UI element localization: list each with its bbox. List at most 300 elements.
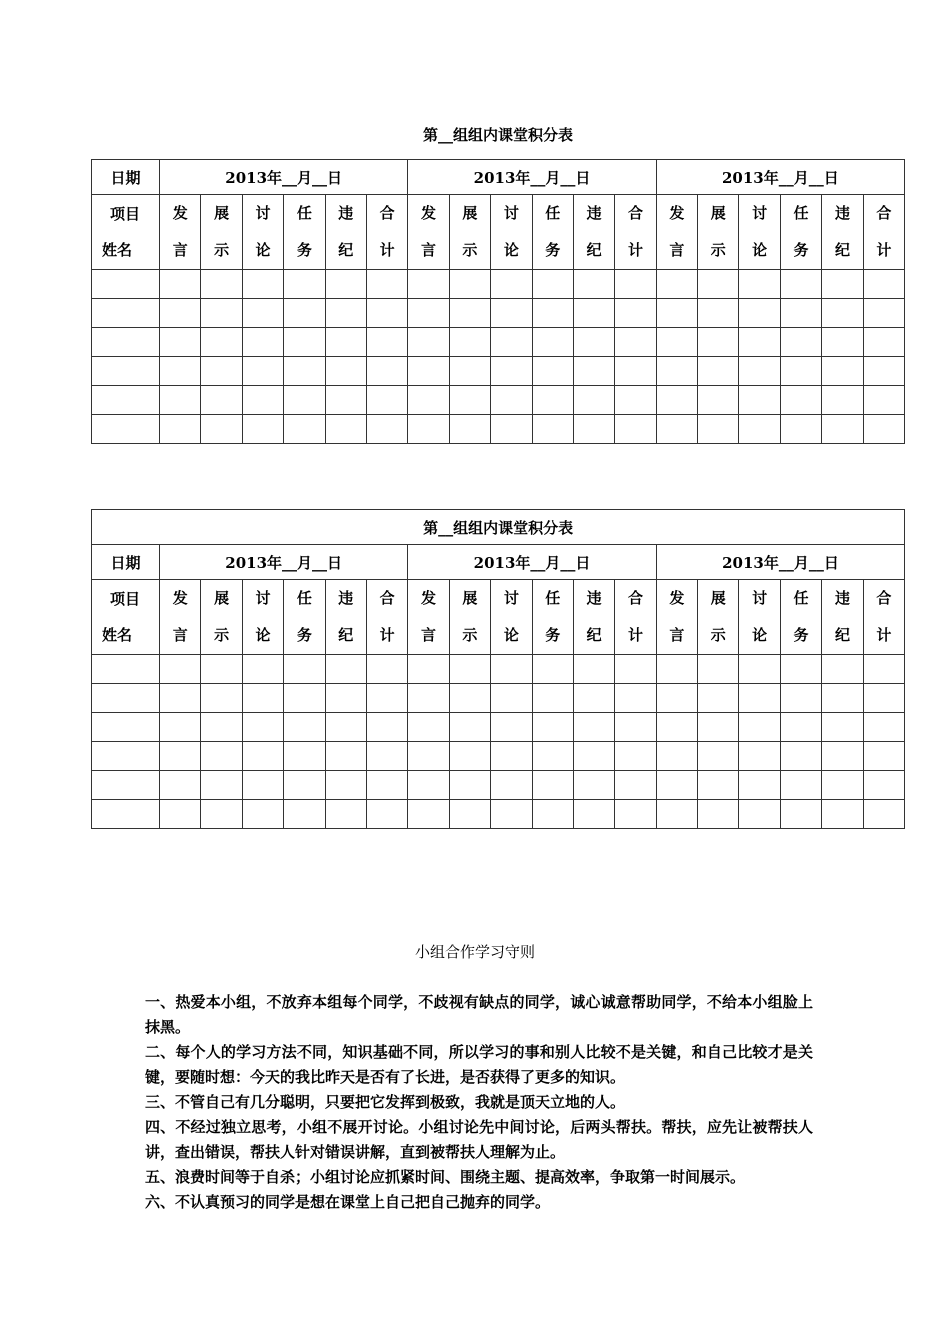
- score-cell[interactable]: [822, 270, 863, 299]
- score-cell[interactable]: [284, 270, 325, 299]
- score-cell[interactable]: [698, 357, 739, 386]
- score-cell[interactable]: [532, 655, 573, 684]
- column-header-char: 言: [421, 241, 437, 259]
- name-cell[interactable]: [92, 713, 160, 742]
- score-cell[interactable]: [656, 655, 697, 684]
- column-header-char: 展: [462, 204, 478, 222]
- score-cell[interactable]: [822, 713, 863, 742]
- table-row: [92, 713, 905, 742]
- column-header-char: 示: [462, 241, 478, 259]
- table-row: [92, 742, 905, 771]
- score-cell[interactable]: [656, 771, 697, 800]
- column-header-char: 务: [545, 241, 561, 259]
- score-cell[interactable]: [780, 742, 821, 771]
- score-cell[interactable]: [863, 328, 904, 357]
- score-cell[interactable]: [698, 742, 739, 771]
- column-header: [739, 195, 780, 270]
- score-cell[interactable]: [863, 800, 905, 829]
- score-cell[interactable]: [739, 270, 780, 299]
- score-cell[interactable]: [698, 386, 739, 415]
- score-cell[interactable]: [615, 299, 656, 328]
- score-cell[interactable]: [160, 742, 201, 771]
- score-cell[interactable]: [284, 684, 325, 713]
- column-header-char: 合: [876, 204, 892, 222]
- score-cell[interactable]: [366, 684, 407, 713]
- column-header-char: 讨: [255, 204, 271, 222]
- score-cell[interactable]: [822, 299, 863, 328]
- column-header-char: 务: [793, 626, 809, 644]
- score-cell[interactable]: [656, 357, 697, 386]
- score-cell[interactable]: [698, 800, 739, 829]
- score-cell[interactable]: [366, 299, 407, 328]
- score-cell[interactable]: [822, 386, 863, 415]
- score-cell[interactable]: [449, 415, 490, 444]
- score-cell[interactable]: [491, 299, 532, 328]
- score-cell[interactable]: [615, 357, 656, 386]
- score-cell[interactable]: [284, 713, 325, 742]
- name-cell[interactable]: [92, 386, 160, 415]
- column-header: [863, 195, 904, 270]
- date-header: 2013年__月__日: [408, 160, 656, 195]
- score-cell[interactable]: [408, 684, 449, 713]
- score-cell[interactable]: [822, 800, 863, 829]
- score-cell[interactable]: [325, 713, 366, 742]
- score-cell[interactable]: [160, 800, 201, 829]
- column-header: [201, 195, 242, 270]
- column-header: [573, 195, 614, 270]
- column-header: [615, 195, 656, 270]
- score-cell[interactable]: [449, 684, 490, 713]
- score-cell[interactable]: [160, 328, 201, 357]
- score-cell[interactable]: [160, 357, 201, 386]
- score-cell[interactable]: [573, 800, 614, 829]
- score-cell[interactable]: [739, 328, 780, 357]
- score-cell[interactable]: [863, 655, 905, 684]
- name-cell[interactable]: [92, 655, 160, 684]
- column-header: [449, 580, 490, 655]
- column-header: [822, 195, 863, 270]
- table-row: [92, 357, 905, 386]
- score-cell[interactable]: [160, 771, 201, 800]
- score-cell[interactable]: [656, 270, 697, 299]
- score-cell[interactable]: [822, 655, 863, 684]
- score-cell[interactable]: [201, 742, 242, 771]
- score-cell[interactable]: [739, 684, 780, 713]
- column-header-char: 计: [876, 241, 892, 259]
- score-cell[interactable]: [822, 357, 863, 386]
- column-header-char: 计: [379, 241, 395, 259]
- column-header-char: 任: [793, 204, 809, 222]
- score-cell[interactable]: [160, 270, 201, 299]
- score-cell[interactable]: [739, 771, 780, 800]
- rule-item: 六、不认真预习的同学是想在课堂上自己把自己抛弃的同学。: [145, 1193, 551, 1211]
- score-cell[interactable]: [201, 357, 242, 386]
- score-cell[interactable]: [780, 299, 821, 328]
- score-cell[interactable]: [656, 386, 697, 415]
- column-header-char: 示: [214, 241, 230, 259]
- score-cell[interactable]: [698, 713, 739, 742]
- score-cell[interactable]: [201, 328, 242, 357]
- score-cell[interactable]: [325, 655, 366, 684]
- score-cell[interactable]: [408, 742, 449, 771]
- name-cell[interactable]: [92, 742, 160, 771]
- score-cell[interactable]: [491, 684, 532, 713]
- score-cell[interactable]: [284, 771, 325, 800]
- score-cell[interactable]: [449, 655, 490, 684]
- score-cell[interactable]: [698, 415, 739, 444]
- score-cell[interactable]: [780, 357, 821, 386]
- score-cell[interactable]: [366, 357, 407, 386]
- score-cell[interactable]: [449, 386, 490, 415]
- score-cell[interactable]: [698, 270, 739, 299]
- score-cell[interactable]: [201, 270, 242, 299]
- column-header: [656, 195, 697, 270]
- name-cell[interactable]: [92, 684, 160, 713]
- column-header: [656, 580, 697, 655]
- score-cell[interactable]: [780, 771, 821, 800]
- score-cell[interactable]: [201, 800, 242, 829]
- score-cell[interactable]: [573, 299, 614, 328]
- score-cell[interactable]: [822, 742, 863, 771]
- score-cell[interactable]: [780, 655, 821, 684]
- score-cell[interactable]: [242, 357, 283, 386]
- column-header-char: 纪: [586, 241, 602, 259]
- column-header-char: 发: [421, 589, 437, 607]
- column-header-char: 讨: [752, 589, 768, 607]
- score-cell[interactable]: [325, 771, 366, 800]
- score-cell[interactable]: [449, 800, 490, 829]
- score-cell[interactable]: [739, 800, 780, 829]
- score-cell[interactable]: [242, 328, 283, 357]
- column-header-char: 论: [503, 626, 519, 644]
- score-cell[interactable]: [242, 655, 283, 684]
- corner-bottom-label: 姓名: [102, 241, 133, 259]
- score-cell[interactable]: [408, 328, 449, 357]
- score-cell[interactable]: [698, 771, 739, 800]
- score-cell[interactable]: [780, 684, 821, 713]
- score-cell[interactable]: [573, 328, 614, 357]
- name-cell[interactable]: [92, 771, 160, 800]
- column-header-char: 计: [627, 241, 643, 259]
- score-cell[interactable]: [698, 684, 739, 713]
- score-cell[interactable]: [366, 386, 407, 415]
- score-cell[interactable]: [491, 328, 532, 357]
- score-cell[interactable]: [532, 386, 573, 415]
- score-cell[interactable]: [366, 328, 407, 357]
- score-cell[interactable]: [408, 800, 449, 829]
- name-cell[interactable]: [92, 800, 160, 829]
- column-header: [449, 195, 490, 270]
- corner-header: [92, 580, 160, 655]
- name-cell[interactable]: [92, 270, 160, 299]
- score-cell[interactable]: [491, 742, 532, 771]
- score-cell[interactable]: [284, 742, 325, 771]
- column-header-char: 违: [338, 589, 354, 607]
- score-cell[interactable]: [284, 357, 325, 386]
- score-cell[interactable]: [366, 742, 407, 771]
- score-cell[interactable]: [532, 270, 573, 299]
- column-header-char: 纪: [338, 626, 354, 644]
- score-cell[interactable]: [615, 684, 656, 713]
- score-cell[interactable]: [780, 415, 821, 444]
- column-header-char: 讨: [752, 204, 768, 222]
- score-cell[interactable]: [532, 415, 573, 444]
- score-cell[interactable]: [449, 357, 490, 386]
- column-header: [284, 195, 325, 270]
- score-cell[interactable]: [573, 742, 614, 771]
- column-header-char: 讨: [503, 589, 519, 607]
- score-cell[interactable]: [698, 655, 739, 684]
- score-cell[interactable]: [863, 270, 904, 299]
- score-cell[interactable]: [325, 800, 366, 829]
- score-cell[interactable]: [160, 684, 201, 713]
- column-header: [698, 580, 739, 655]
- score-cell[interactable]: [656, 684, 697, 713]
- score-cell[interactable]: [325, 742, 366, 771]
- score-cell[interactable]: [739, 742, 780, 771]
- score-cell[interactable]: [656, 713, 697, 742]
- column-header-char: 言: [669, 626, 685, 644]
- table-row: [92, 800, 905, 829]
- score-cell[interactable]: [698, 328, 739, 357]
- score-cell[interactable]: [491, 270, 532, 299]
- score-cell[interactable]: [615, 655, 656, 684]
- corner-bottom-label: 姓名: [102, 626, 133, 644]
- score-cell[interactable]: [822, 415, 863, 444]
- score-cell[interactable]: [739, 713, 780, 742]
- column-header: [284, 580, 325, 655]
- score-cell[interactable]: [822, 771, 863, 800]
- score-cell[interactable]: [160, 299, 201, 328]
- score-cell[interactable]: [532, 713, 573, 742]
- score-cell[interactable]: [201, 415, 242, 444]
- score-cell[interactable]: [573, 713, 614, 742]
- score-cell[interactable]: [656, 800, 697, 829]
- score-cell[interactable]: [284, 800, 325, 829]
- column-header: [160, 580, 201, 655]
- score-cell[interactable]: [656, 415, 697, 444]
- score-cell[interactable]: [863, 357, 904, 386]
- score-cell[interactable]: [325, 270, 366, 299]
- column-header: [822, 580, 863, 655]
- name-cell[interactable]: [92, 299, 160, 328]
- score-cell[interactable]: [491, 655, 532, 684]
- score-cell[interactable]: [325, 328, 366, 357]
- score-cell[interactable]: [201, 299, 242, 328]
- score-cell[interactable]: [615, 713, 656, 742]
- score-cell[interactable]: [780, 713, 821, 742]
- score-cell[interactable]: [201, 386, 242, 415]
- score-cell[interactable]: [739, 655, 780, 684]
- score-cell[interactable]: [532, 771, 573, 800]
- column-header-char: 示: [214, 626, 230, 644]
- column-header-char: 展: [710, 204, 726, 222]
- column-header: [573, 580, 614, 655]
- column-header-char: 言: [172, 241, 188, 259]
- score-cell[interactable]: [284, 386, 325, 415]
- name-cell[interactable]: [92, 357, 160, 386]
- score-cell[interactable]: [408, 655, 449, 684]
- score-cell[interactable]: [284, 299, 325, 328]
- score-cell[interactable]: [284, 328, 325, 357]
- score-cell[interactable]: [780, 328, 821, 357]
- name-cell[interactable]: [92, 415, 160, 444]
- score-cell[interactable]: [242, 742, 283, 771]
- score-cell[interactable]: [532, 299, 573, 328]
- score-cell[interactable]: [366, 713, 407, 742]
- score-cell[interactable]: [863, 771, 905, 800]
- score-cell[interactable]: [698, 299, 739, 328]
- score-cell[interactable]: [491, 415, 532, 444]
- score-cell[interactable]: [449, 328, 490, 357]
- score-cell[interactable]: [615, 328, 656, 357]
- score-cell[interactable]: [615, 742, 656, 771]
- column-header-char: 论: [255, 241, 271, 259]
- column-header-char: 言: [421, 626, 437, 644]
- score-cell[interactable]: [739, 357, 780, 386]
- corner-header: [92, 195, 160, 270]
- score-cell[interactable]: [573, 270, 614, 299]
- score-cell[interactable]: [160, 386, 201, 415]
- table-row: [92, 771, 905, 800]
- column-header: [408, 195, 449, 270]
- score-cell[interactable]: [449, 299, 490, 328]
- column-header: [201, 580, 242, 655]
- column-header-char: 示: [710, 626, 726, 644]
- score-cell[interactable]: [325, 357, 366, 386]
- corner-top-label: 项目: [110, 205, 141, 223]
- score-cell[interactable]: [449, 270, 490, 299]
- score-cell[interactable]: [242, 270, 283, 299]
- score-cell[interactable]: [615, 415, 656, 444]
- score-cell[interactable]: [284, 415, 325, 444]
- score-cell[interactable]: [408, 357, 449, 386]
- score-cell[interactable]: [325, 415, 366, 444]
- score-cell[interactable]: [573, 357, 614, 386]
- score-cell[interactable]: [449, 713, 490, 742]
- score-cell[interactable]: [242, 415, 283, 444]
- column-header: [863, 580, 905, 655]
- score-cell[interactable]: [408, 386, 449, 415]
- score-cell[interactable]: [780, 386, 821, 415]
- score-cell[interactable]: [242, 386, 283, 415]
- score-cell[interactable]: [863, 386, 904, 415]
- score-cell[interactable]: [491, 386, 532, 415]
- score-cell[interactable]: [201, 684, 242, 713]
- score-cell[interactable]: [325, 299, 366, 328]
- score-cell[interactable]: [201, 771, 242, 800]
- score-cell[interactable]: [532, 684, 573, 713]
- score-cell[interactable]: [615, 270, 656, 299]
- score-cell[interactable]: [573, 771, 614, 800]
- score-cell[interactable]: [573, 655, 614, 684]
- score-cell[interactable]: [863, 684, 905, 713]
- score-cell[interactable]: [615, 386, 656, 415]
- rules-title: 小组合作学习守则: [414, 943, 535, 961]
- score-cell[interactable]: [242, 800, 283, 829]
- column-header-char: 纪: [338, 241, 354, 259]
- column-header: [325, 580, 366, 655]
- score-cell[interactable]: [408, 270, 449, 299]
- column-header: [780, 195, 821, 270]
- score-cell[interactable]: [491, 357, 532, 386]
- score-cell[interactable]: [532, 800, 573, 829]
- score-cell[interactable]: [242, 713, 283, 742]
- score-cell[interactable]: [780, 800, 821, 829]
- score-cell[interactable]: [491, 771, 532, 800]
- score-cell[interactable]: [160, 713, 201, 742]
- table1-title: 第__组组内课堂积分表: [422, 126, 573, 144]
- score-cell[interactable]: [366, 800, 407, 829]
- score-cell[interactable]: [532, 742, 573, 771]
- score-cell[interactable]: [408, 415, 449, 444]
- score-cell[interactable]: [863, 299, 904, 328]
- score-cell[interactable]: [863, 713, 905, 742]
- score-cell[interactable]: [491, 713, 532, 742]
- column-header-char: 合: [627, 204, 643, 222]
- score-cell[interactable]: [366, 771, 407, 800]
- name-cell[interactable]: [92, 328, 160, 357]
- score-cell[interactable]: [780, 270, 821, 299]
- score-cell[interactable]: [615, 771, 656, 800]
- score-cell[interactable]: [532, 328, 573, 357]
- score-cell[interactable]: [408, 771, 449, 800]
- score-cell[interactable]: [615, 800, 656, 829]
- score-cell[interactable]: [408, 713, 449, 742]
- rule-item: 二、每个人的学习方法不同，知识基础不同，所以学习的事和别人比较不是关键，和自己比较才是关键，要随时想：今天的我比昨天是否有了长进，是否获得了更多的知识。: [145, 1043, 813, 1086]
- score-cell[interactable]: [573, 684, 614, 713]
- score-cell[interactable]: [366, 415, 407, 444]
- column-header-char: 计: [627, 626, 643, 644]
- score-cell[interactable]: [573, 415, 614, 444]
- score-cell[interactable]: [201, 655, 242, 684]
- score-cell[interactable]: [325, 684, 366, 713]
- score-cell[interactable]: [739, 299, 780, 328]
- column-header-char: 任: [296, 589, 312, 607]
- score-cell[interactable]: [656, 742, 697, 771]
- score-cell[interactable]: [242, 684, 283, 713]
- column-header-char: 发: [172, 589, 188, 607]
- score-cell[interactable]: [366, 655, 407, 684]
- date-header: 2013年__月__日: [656, 160, 904, 195]
- score-cell[interactable]: [160, 415, 201, 444]
- table-title-cell: 第__组组内课堂积分表: [92, 510, 905, 545]
- score-cell[interactable]: [739, 386, 780, 415]
- score-cell[interactable]: [822, 328, 863, 357]
- column-header-char: 合: [876, 589, 892, 607]
- score-cell[interactable]: [449, 742, 490, 771]
- score-cell[interactable]: [160, 655, 201, 684]
- score-cell[interactable]: [573, 386, 614, 415]
- score-cell[interactable]: [491, 800, 532, 829]
- score-cell[interactable]: [408, 299, 449, 328]
- score-cell[interactable]: [739, 415, 780, 444]
- score-cell[interactable]: [242, 299, 283, 328]
- score-cell[interactable]: [656, 299, 697, 328]
- score-cell[interactable]: [532, 357, 573, 386]
- score-cell[interactable]: [242, 771, 283, 800]
- score-cell[interactable]: [822, 684, 863, 713]
- score-cell[interactable]: [449, 771, 490, 800]
- score-cell[interactable]: [284, 655, 325, 684]
- score-cell[interactable]: [325, 386, 366, 415]
- score-cell[interactable]: [863, 415, 904, 444]
- score-cell[interactable]: [863, 742, 905, 771]
- score-cell[interactable]: [201, 713, 242, 742]
- score-cell[interactable]: [366, 270, 407, 299]
- column-header-char: 纪: [834, 626, 850, 644]
- score-cell[interactable]: [656, 328, 697, 357]
